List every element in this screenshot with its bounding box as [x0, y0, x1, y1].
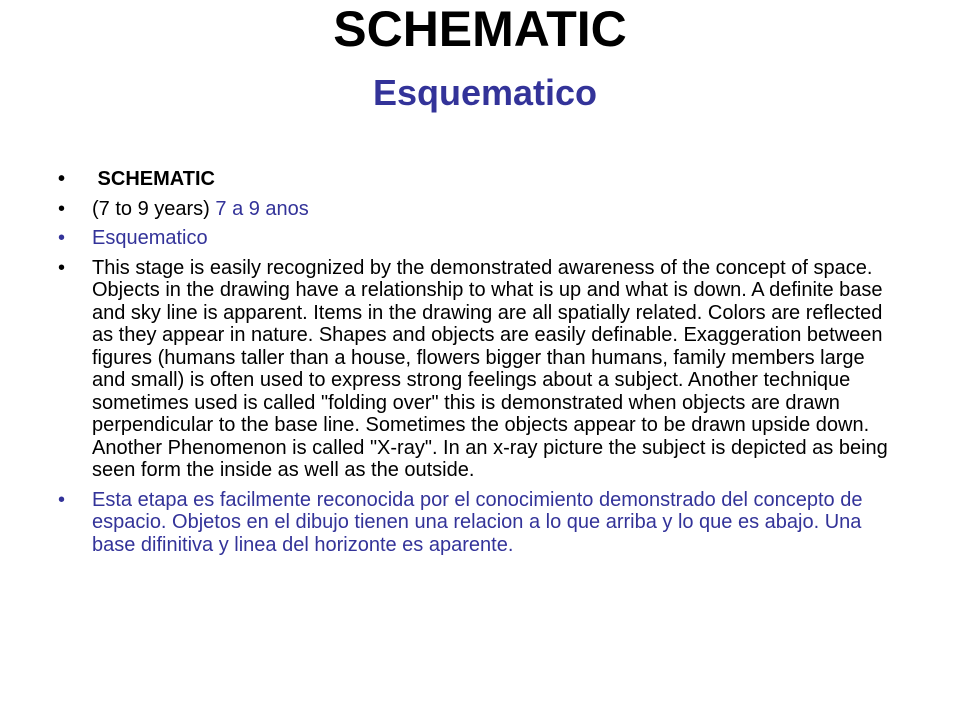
bullet-text: Esta etapa es facilmente reconocida por el conocimiento demonstrado del concepto de espacio. Objetos en el dibujo tienen una relacion a lo que arriba y lo que es abajo. Una base difinitiva y linea del horizonte es aparente. — [92, 488, 863, 556]
bullet-text: This stage is easily recognized by the demonstrated awareness of the concept of space. Objects in the drawing have a relationship to what is up and what is down. A definite base and sky line is apparent. Items in the drawing are all spatially related. Colors are reflected as they appear in nature. Shapes and objects are easily definable. Exaggeration between figures (humans taller than a house, flowers bigger than humans, family members large and small) is often used to express strong feelings about a subject. Another technique sometimes used is called "folding over" this is demonstrated when objects are drawn perpendicular to the base line. Sometimes the objects appear to be drawn upside down. Another Phenomenon is called "X-ray". In an x-ray picture the subject is depicted as being seen form the inside as well as the outside. — [92, 256, 888, 481]
bullet-dot-icon: • — [58, 488, 66, 511]
age-range-english: (7 to 9 years) — [92, 197, 216, 220]
bullet-item-schematic — [58, 168, 898, 191]
title-english: SCHEMATIC — [333, 1, 627, 57]
bullet-dot-icon: • — [58, 168, 66, 190]
bullet-item-age-range — [58, 198, 898, 221]
bullet-dot-icon: • — [58, 227, 66, 249]
bullet-text: Esquematico — [92, 227, 208, 249]
slide-title — [0, 0, 960, 114]
bullet-list — [58, 168, 898, 563]
bullet-item-description-spanish — [58, 489, 898, 557]
age-range-spanish: 7 a 9 anos — [215, 197, 309, 220]
bullet-dot-icon: • — [58, 197, 66, 220]
bullet-dot-icon: • — [58, 256, 66, 279]
title-spanish: Esquematico — [372, 72, 598, 113]
bullet-item-esquematico — [58, 227, 898, 250]
bullet-item-description-english — [58, 257, 898, 482]
bullet-text: SCHEMATIC — [92, 168, 215, 190]
